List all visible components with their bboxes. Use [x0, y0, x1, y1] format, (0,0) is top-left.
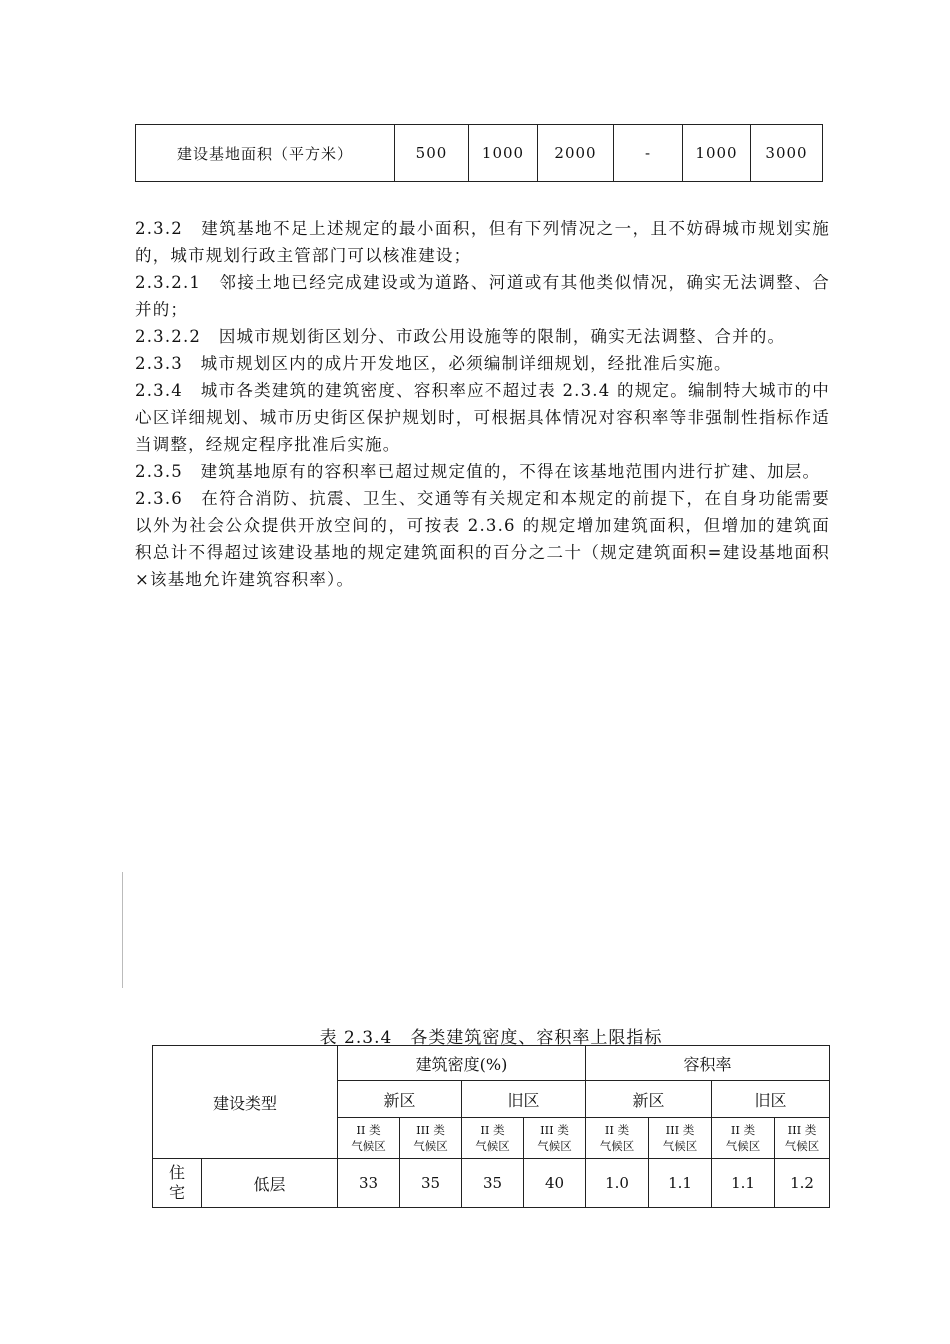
residential-group-label: 住 宅	[153, 1159, 202, 1208]
paragraph-2-3-3: 2.3.3 城市规划区内的成片开发地区，必须编制详细规划，经批准后实施。	[135, 354, 732, 373]
climate-zone-header: III 类 气候区	[775, 1118, 830, 1159]
density-far-table	[152, 1045, 830, 1208]
table-row	[153, 1159, 830, 1208]
table-cell: 1000	[683, 125, 751, 182]
paragraph-2-3-4: 2.3.4 城市各类建筑的建筑密度、容积率应不超过表 2.3.4 的规定。编制特大城市的中心区详细规划、城市历史街区保护规划时，可根据具体情况对容积率等非强制性指标作适当调整，经规定程序批准后实施。	[135, 381, 830, 454]
density-new-area-header: 新区	[338, 1081, 462, 1118]
table-cell: 3000	[751, 125, 823, 182]
climate-zone-header: II 类 气候区	[712, 1118, 775, 1159]
table-caption: 表 2.3.4 各类建筑密度、容积率上限指标	[319, 1028, 663, 1048]
far-header: 容积率	[586, 1046, 830, 1081]
table-cell: 35	[400, 1159, 462, 1208]
regulation-text	[135, 215, 830, 593]
table-row	[136, 125, 823, 182]
density-header: 建筑密度(%)	[338, 1046, 586, 1081]
paragraph-2-3-2-2: 2.3.2.2 因城市规划街区划分、市政公用设施等的限制，确实无法调整、合并的。	[135, 327, 786, 346]
climate-zone-header: III 类 气候区	[649, 1118, 712, 1159]
site-area-table	[135, 124, 823, 182]
building-type-header: 建设类型	[153, 1046, 338, 1159]
climate-zone-header: II 类 气候区	[586, 1118, 649, 1159]
climate-zone-header: II 类 气候区	[338, 1118, 400, 1159]
table-cell: 1.2	[775, 1159, 830, 1208]
table-cell: 1.0	[586, 1159, 649, 1208]
table-cell: 1.1	[649, 1159, 712, 1208]
paragraph-2-3-6: 2.3.6 在符合消防、抗震、卫生、交通等有关规定和本规定的前提下，在自身功能需要以外为社会公众提供开放空间的，可按表 2.3.6 的规定增加建筑面积，但增加的建筑面积总计不得超过该建设基地的规定建筑面积的百分之二十（规定建筑面积=建设基地面积×该基地允许建筑容积率）。	[135, 489, 830, 589]
climate-zone-header: II 类 气候区	[462, 1118, 524, 1159]
table-header-row	[153, 1046, 830, 1081]
paragraph-2-3-5: 2.3.5 建筑基地原有的容积率已超过规定值的，不得在该基地范围内进行扩建、加层。	[135, 462, 821, 481]
table-cell: 33	[338, 1159, 400, 1208]
low-rise-label: 低层	[202, 1159, 338, 1208]
table-cell: 1.1	[712, 1159, 775, 1208]
table-cell: 40	[524, 1159, 586, 1208]
paragraph-2-3-2-1: 2.3.2.1 邻接土地已经完成建设或为道路、河道或有其他类似情况，确实无法调整、合并的；	[135, 273, 830, 319]
paragraph-2-3-2: 2.3.2 建筑基地不足上述规定的最小面积，但有下列情况之一，且不妨碍城市规划实施的，城市规划行政主管部门可以核准建设；	[135, 219, 830, 265]
density-old-area-header: 旧区	[462, 1081, 586, 1118]
table-cell: 500	[395, 125, 469, 182]
site-area-label: 建设基地面积（平方米）	[136, 125, 395, 182]
table-cell: 2000	[538, 125, 614, 182]
climate-zone-header: III 类 气候区	[524, 1118, 586, 1159]
table-cell: 1000	[469, 125, 538, 182]
far-new-area-header: 新区	[586, 1081, 712, 1118]
table-cell: 35	[462, 1159, 524, 1208]
margin-rule	[122, 872, 123, 988]
table-cell: -	[614, 125, 683, 182]
climate-zone-header: III 类 气候区	[400, 1118, 462, 1159]
far-old-area-header: 旧区	[712, 1081, 830, 1118]
